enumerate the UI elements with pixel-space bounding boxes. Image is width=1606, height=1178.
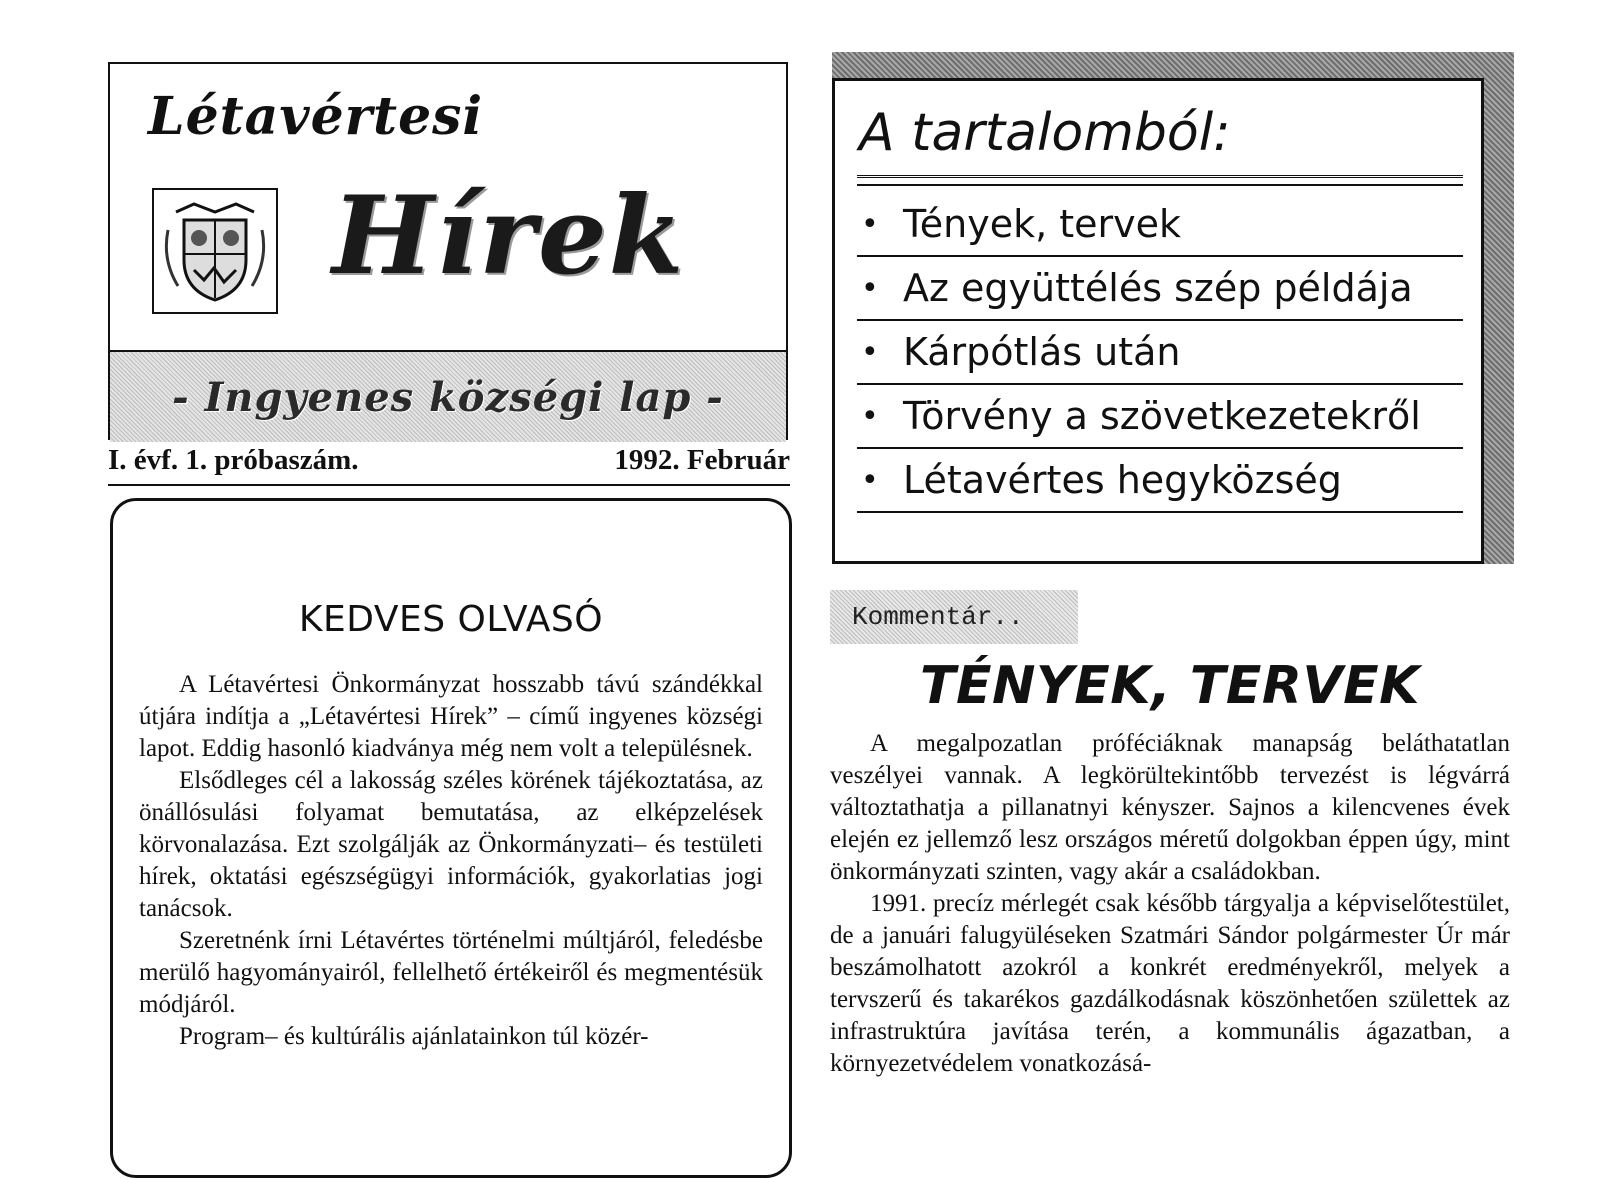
bullet-icon: • <box>861 206 879 242</box>
contents-title: A tartalomból: <box>859 103 1231 163</box>
issue-line <box>108 440 790 486</box>
masthead-band-text: - Ingyenes községi lap - <box>172 373 724 421</box>
contents-divider <box>857 175 1463 186</box>
masthead-title: Hírek <box>332 173 686 299</box>
contents-item: • Kárpótlás után <box>857 321 1463 385</box>
article-body <box>830 728 1510 1080</box>
contents-item: • Létavértes hegyközség <box>857 449 1463 513</box>
letter-paragraph: Program– és kultúrális ajánlatainkon túl közér- <box>179 1023 649 1050</box>
letter-box <box>110 498 792 1178</box>
masthead <box>108 62 788 440</box>
bullet-icon: • <box>861 334 879 370</box>
issue-number: I. évf. 1. próbaszám. <box>108 444 359 476</box>
letter-paragraph: A Létavértesi Önkormányzat hosszabb távú szándékkal útjára indítja a „Létavértesi Hírek” – című ingyenes községi lapot. Eddig hasonló kiadványa még nem volt a településnek. <box>139 671 763 762</box>
contents-item: • Tények, tervek <box>857 193 1463 257</box>
bullet-icon: • <box>861 270 879 306</box>
letter-title: KEDVES OLVASÓ <box>298 599 604 640</box>
bullet-icon: • <box>861 398 879 434</box>
masthead-script-word: Létavértesi <box>148 86 484 147</box>
masthead-top <box>110 64 786 350</box>
masthead-band <box>110 350 786 442</box>
contents-item: • Az együttélés szép példája <box>857 257 1463 321</box>
letter-body <box>139 669 763 1053</box>
contents-item: • Törvény a szövetkezetekről <box>857 385 1463 449</box>
bullet-icon: • <box>861 462 879 498</box>
article-title: TÉNYEK, TERVEK <box>920 656 1420 716</box>
section-label: Kommentár.. <box>830 590 1078 644</box>
letter-paragraph: Elsődleges cél a lakosság széles körének tájékoztatása, az önállósulási folyamat bemutatása, az elképzelések körvonalazása. Ezt szolgálják az Önkormányzati– és testületi hírek, oktatási egészségügyi információk, gyakorlatias jogi tanácsok. <box>139 767 763 922</box>
letter-paragraph: Szeretnénk írni Létavértes történelmi múltjáról, feledésbe merülő hagyományairól, fellelhető értékeiről és megmentésük módjáról. <box>139 927 763 1018</box>
contents-list <box>857 193 1463 513</box>
article-paragraph: A megalpozatlan próféciáknak manapság beláthatatlan veszélyei vannak. A legkörültekintőbb tervezést is légvárrá változtathatja a pillanatnyi kényszer. Sajnos a kilencvenes évek elején ez jellemző lesz országos méretű dolgokban éppen úgy, mint önkormányzati szinten, vagy akár a családokban. <box>830 730 1510 885</box>
contents-box <box>832 78 1484 564</box>
coat-of-arms-icon <box>152 188 278 314</box>
article-paragraph: 1991. precíz mérlegét csak később tárgyalja a képviselőtestület, de a januári falugyüléseken Szatmári Sándor polgármester Úr már beszámolhatott azokról a konkrét eredményekről, melyek a tervszerű és takarékos gazdálkodásnak köszönhetően születtek az infrastruktúra javítása terén, a kommunális ágazatban, a környezetvédelem vonatkozásá- <box>830 890 1510 1077</box>
issue-date: 1992. Február <box>614 444 790 476</box>
